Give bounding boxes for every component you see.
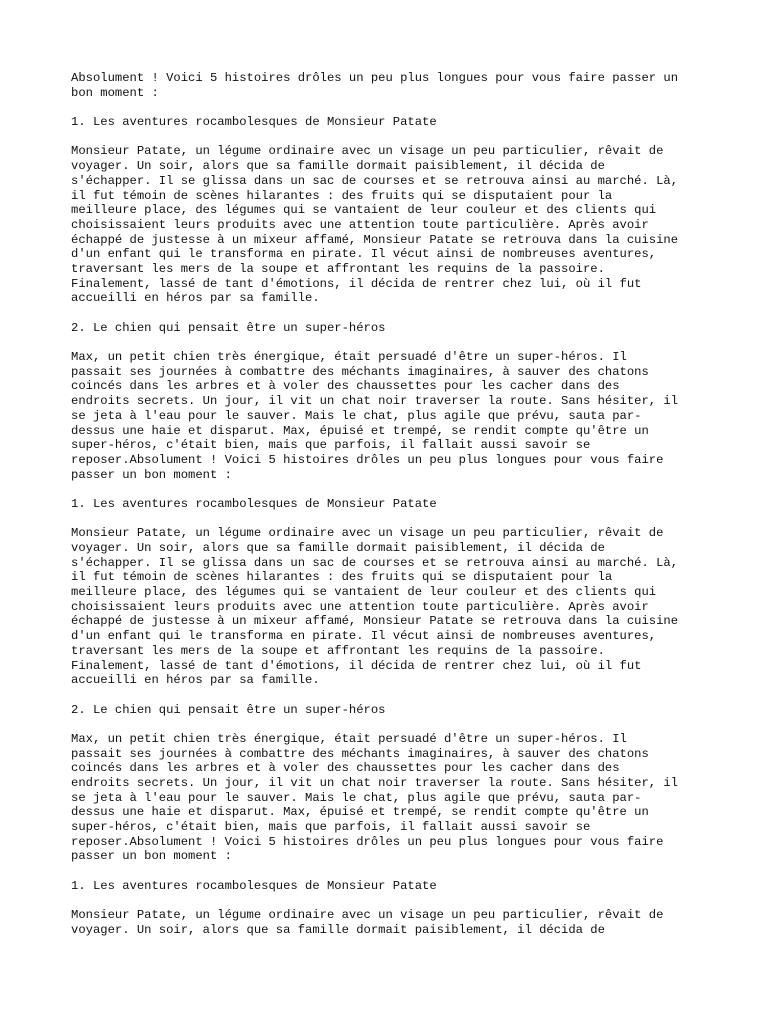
text-line: meilleure place, des légumes qui se vantaient de leur couleur et des clients qui	[71, 203, 657, 218]
text-line: traversant les mers de la soupe et affrontant les requins de la passoire.	[71, 261, 605, 276]
text-line: voyager. Un soir, alors que sa famille dormait paisiblement, il décida de	[71, 159, 605, 174]
text-line: se jeta à l'eau pour le sauver. Mais le chat, plus agile que prévu, sauta par-	[71, 790, 642, 805]
paragraph	[71, 350, 711, 482]
paragraph-gap	[71, 717, 711, 732]
paragraph	[71, 732, 711, 864]
paragraph-gap	[71, 688, 711, 703]
section-heading	[71, 115, 711, 130]
text-line: super-héros, c'était bien, mais que parfois, il fallait aussi savoir se	[71, 438, 591, 453]
paragraph	[71, 144, 711, 306]
text-line: choisissaient leurs produits avec une attention toute particulière. Après avoir	[71, 217, 649, 232]
text-line: Finalement, lassé de tant d'émotions, il décida de rentrer chez lui, où il fut	[71, 276, 642, 291]
text-line: accueilli en héros par sa famille.	[71, 673, 320, 688]
paragraph-gap	[71, 306, 711, 321]
paragraph-gap	[71, 335, 711, 350]
text-line: Absolument ! Voici 5 histoires drôles un peu plus longues pour vous faire passer un	[71, 71, 679, 85]
text-line: Monsieur Patate, un légume ordinaire avec un visage un peu particulier, rêvait de	[71, 526, 664, 541]
paragraph-gap	[71, 864, 711, 879]
text-line: reposer.Absolument ! Voici 5 histoires drôles un peu plus longues pour vous faire	[71, 452, 664, 467]
text-line: Max, un petit chien très énergique, était persuadé d'être un super-héros. Il	[71, 731, 627, 746]
text-line: 2. Le chien qui pensait être un super-héros	[71, 320, 386, 335]
text-line: choisissaient leurs produits avec une attention toute particulière. Après avoir	[71, 599, 649, 614]
text-line: endroits secrets. Un jour, il vit un chat noir traverser la route. Sans hésiter, il	[71, 394, 679, 409]
text-line: s'échapper. Il se glissa dans un sac de courses et se retrouva ainsi au marché. Là,	[71, 173, 679, 188]
paragraph-gap	[71, 894, 711, 909]
text-line: 1. Les aventures rocambolesques de Monsieur Patate	[71, 115, 437, 130]
paragraph-gap	[71, 130, 711, 145]
paragraph-gap	[71, 512, 711, 527]
text-line: passer un bon moment :	[71, 849, 232, 864]
paragraph	[71, 526, 711, 688]
text-line: passait ses journées à combattre des méchants imaginaires, à sauver des chatons	[71, 746, 649, 761]
text-line: il fut témoin de scènes hilarantes : des fruits qui se disputaient pour la	[71, 188, 613, 203]
paragraph	[71, 908, 711, 937]
text-line: Finalement, lassé de tant d'émotions, il décida de rentrer chez lui, où il fut	[71, 658, 642, 673]
text-line: voyager. Un soir, alors que sa famille dormait paisiblement, il décida de	[71, 922, 605, 937]
text-line: reposer.Absolument ! Voici 5 histoires drôles un peu plus longues pour vous faire	[71, 834, 664, 849]
text-line: Monsieur Patate, un légume ordinaire avec un visage un peu particulier, rêvait de	[71, 908, 664, 923]
section-heading	[71, 497, 711, 512]
text-line: voyager. Un soir, alors que sa famille dormait paisiblement, il décida de	[71, 541, 605, 555]
text-line: passait ses journées à combattre des méchants imaginaires, à sauver des chatons	[71, 364, 649, 379]
text-line: d'un enfant qui le transforma en pirate. Il vécut ainsi de nombreuses aventures,	[71, 247, 657, 262]
text-line: super-héros, c'était bien, mais que parfois, il fallait aussi savoir se	[71, 820, 591, 835]
text-line: dessus une haie et disparut. Max, épuisé et trempé, se rendit compte qu'être un	[71, 423, 649, 438]
text-line: se jeta à l'eau pour le sauver. Mais le chat, plus agile que prévu, sauta par-	[71, 408, 642, 423]
text-line: traversant les mers de la soupe et affrontant les requins de la passoire.	[71, 643, 605, 658]
text-line: 1. Les aventures rocambolesques de Monsieur Patate	[71, 496, 437, 511]
text-line: Monsieur Patate, un légume ordinaire avec un visage un peu particulier, rêvait de	[71, 144, 664, 159]
section-heading	[71, 703, 711, 718]
text-line: 1. Les aventures rocambolesques de Monsieur Patate	[71, 878, 437, 893]
text-line: endroits secrets. Un jour, il vit un chat noir traverser la route. Sans hésiter, il	[71, 776, 679, 790]
text-line: échappé de justesse à un mixeur affamé, Monsieur Patate se retrouva dans la cuisine	[71, 614, 679, 629]
text-line: coincés dans les arbres et à voler des chaussettes pour les cacher dans des	[71, 379, 620, 394]
text-line: s'échapper. Il se glissa dans un sac de courses et se retrouva ainsi au marché. Là,	[71, 555, 679, 570]
paragraph-gap	[71, 482, 711, 497]
document-page	[71, 71, 711, 938]
text-line: échappé de justesse à un mixeur affamé, Monsieur Patate se retrouva dans la cuisine	[71, 232, 679, 247]
text-line: il fut témoin de scènes hilarantes : des fruits qui se disputaient pour la	[71, 570, 613, 585]
text-line: accueilli en héros par sa famille.	[71, 291, 320, 306]
text-line: dessus une haie et disparut. Max, épuisé et trempé, se rendit compte qu'être un	[71, 805, 649, 820]
section-heading	[71, 321, 711, 336]
paragraph	[71, 71, 711, 100]
text-line: d'un enfant qui le transforma en pirate. Il vécut ainsi de nombreuses aventures,	[71, 629, 657, 644]
text-line: 2. Le chien qui pensait être un super-héros	[71, 702, 386, 717]
text-line: meilleure place, des légumes qui se vantaient de leur couleur et des clients qui	[71, 585, 657, 600]
section-heading	[71, 879, 711, 894]
text-line: bon moment :	[71, 85, 159, 100]
paragraph-gap	[71, 100, 711, 115]
text-line: Max, un petit chien très énergique, était persuadé d'être un super-héros. Il	[71, 350, 627, 365]
text-line: passer un bon moment :	[71, 467, 232, 482]
text-line: coincés dans les arbres et à voler des chaussettes pour les cacher dans des	[71, 761, 620, 776]
